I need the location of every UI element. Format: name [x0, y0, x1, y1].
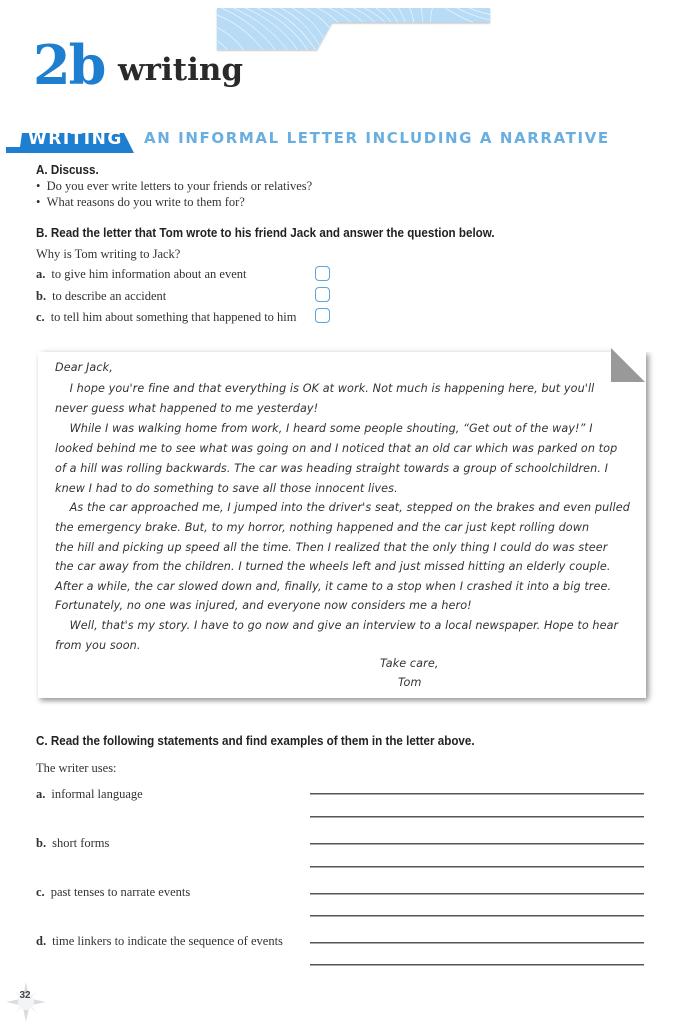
bullet-text: What reasons do you write to them for?	[46, 195, 245, 209]
letter-line: As the car approached me, I jumped into the driver's seat, stepped on the brakes and even pulled	[55, 501, 630, 514]
section-c-intro: The writer uses:	[36, 761, 117, 775]
option-text: to describe an accident	[52, 289, 167, 303]
option-c	[36, 311, 296, 324]
option-b	[36, 290, 166, 303]
answer-line-b2[interactable]	[310, 866, 644, 868]
option-letter: a.	[36, 267, 46, 281]
statement-letter: d.	[36, 934, 47, 948]
writing-tab-label: WRITING	[28, 129, 123, 149]
answer-line-a2[interactable]	[310, 816, 644, 818]
section-title: AN INFORMAL LETTER INCLUDING A NARRATIVE	[144, 129, 610, 147]
letter-line: Well, that's my story. I have to go now and give an interview to a local newspaper. Hope to hear	[55, 619, 619, 632]
answer-line-c2[interactable]	[310, 915, 644, 917]
bullet-marker: •	[36, 179, 47, 193]
letter-line: of a hill was rolling backwards. The car was heading straight towards a group of schoolchildren. I	[55, 462, 609, 475]
chapter-number: 2b	[33, 33, 105, 97]
statement-a	[36, 788, 143, 801]
letter-line: the hill and picking up speed all the time. Then I realized that the only thing I could do was steer	[55, 541, 608, 554]
letter-closing: Take care,	[380, 657, 439, 670]
statement-text: informal language	[51, 787, 143, 801]
page-number: 32	[19, 990, 31, 1001]
section-b-question: Why is Tom writing to Jack?	[36, 247, 181, 261]
letter-line: While I was walking home from work, I heard some people shouting, “Get out of the way!” I	[55, 422, 593, 435]
option-b-checkbox[interactable]	[315, 287, 330, 302]
statement-text: time linkers to indicate the sequence of events	[52, 934, 283, 948]
letter-line: After a while, the car slowed down and, finally, it came to a stop when I crashed it into a big tree.	[55, 580, 612, 593]
statement-b	[36, 837, 109, 850]
discussion-bullet	[36, 180, 312, 193]
letter-line: looked behind me to see what was going on and I noticed that an old car which was parked on top	[55, 442, 618, 455]
option-text: to tell him about something that happened to him	[50, 310, 297, 324]
answer-line-a1[interactable]	[310, 793, 644, 795]
statement-letter: a.	[36, 787, 46, 801]
letter-line: from you soon.	[55, 639, 141, 652]
statement-text: past tenses to narrate events	[50, 885, 191, 899]
answer-line-b1[interactable]	[310, 843, 644, 845]
answer-line-c1[interactable]	[310, 893, 644, 895]
letter-line: knew I had to do something to save all those innocent lives.	[55, 482, 398, 495]
header-banner-strip	[8, 8, 699, 52]
letter-line: the car away from the children. I turned the wheels left and just missed hitting an elderly couple.	[55, 560, 611, 573]
bullet-marker: •	[36, 195, 47, 209]
letter-folded-corner	[611, 348, 645, 382]
chapter-title: writing	[118, 52, 244, 88]
statement-d	[36, 935, 283, 948]
bullet-text: Do you ever write letters to your friends or relatives?	[46, 179, 313, 193]
compass-star-icon	[6, 982, 46, 1022]
statement-text: short forms	[52, 836, 110, 850]
letter-line: the emergency brake. But, to my horror, nothing happened and the car just kept rolling down	[55, 521, 590, 534]
option-a	[36, 268, 246, 281]
letter-greeting: Dear Jack,	[55, 361, 113, 374]
section-b-heading: B. Read the letter that Tom wrote to his friend Jack and answer the question below.	[36, 226, 495, 240]
letter-line: never guess what happened to me yesterday!	[55, 402, 319, 415]
statement-c	[36, 886, 190, 899]
letter-line: I hope you're fine and that everything is OK at work. Not much is happening here, but you'll	[55, 382, 595, 395]
statement-letter: b.	[36, 836, 47, 850]
section-c-heading: C. Read the following statements and find examples of them in the letter above.	[36, 734, 475, 748]
option-letter: c.	[36, 310, 45, 324]
option-text: to give him information about an event	[51, 267, 247, 281]
option-c-checkbox[interactable]	[315, 308, 330, 323]
discussion-bullet	[36, 196, 245, 209]
statement-letter: c.	[36, 885, 45, 899]
answer-line-d2[interactable]	[310, 964, 644, 966]
option-letter: b.	[36, 289, 47, 303]
section-a-heading: A. Discuss.	[36, 163, 99, 177]
letter-signature: Tom	[398, 676, 422, 689]
letter-line: Fortunately, no one was injured, and everyone now considers me a hero!	[55, 599, 472, 612]
answer-line-d1[interactable]	[310, 942, 644, 944]
option-a-checkbox[interactable]	[315, 266, 330, 281]
